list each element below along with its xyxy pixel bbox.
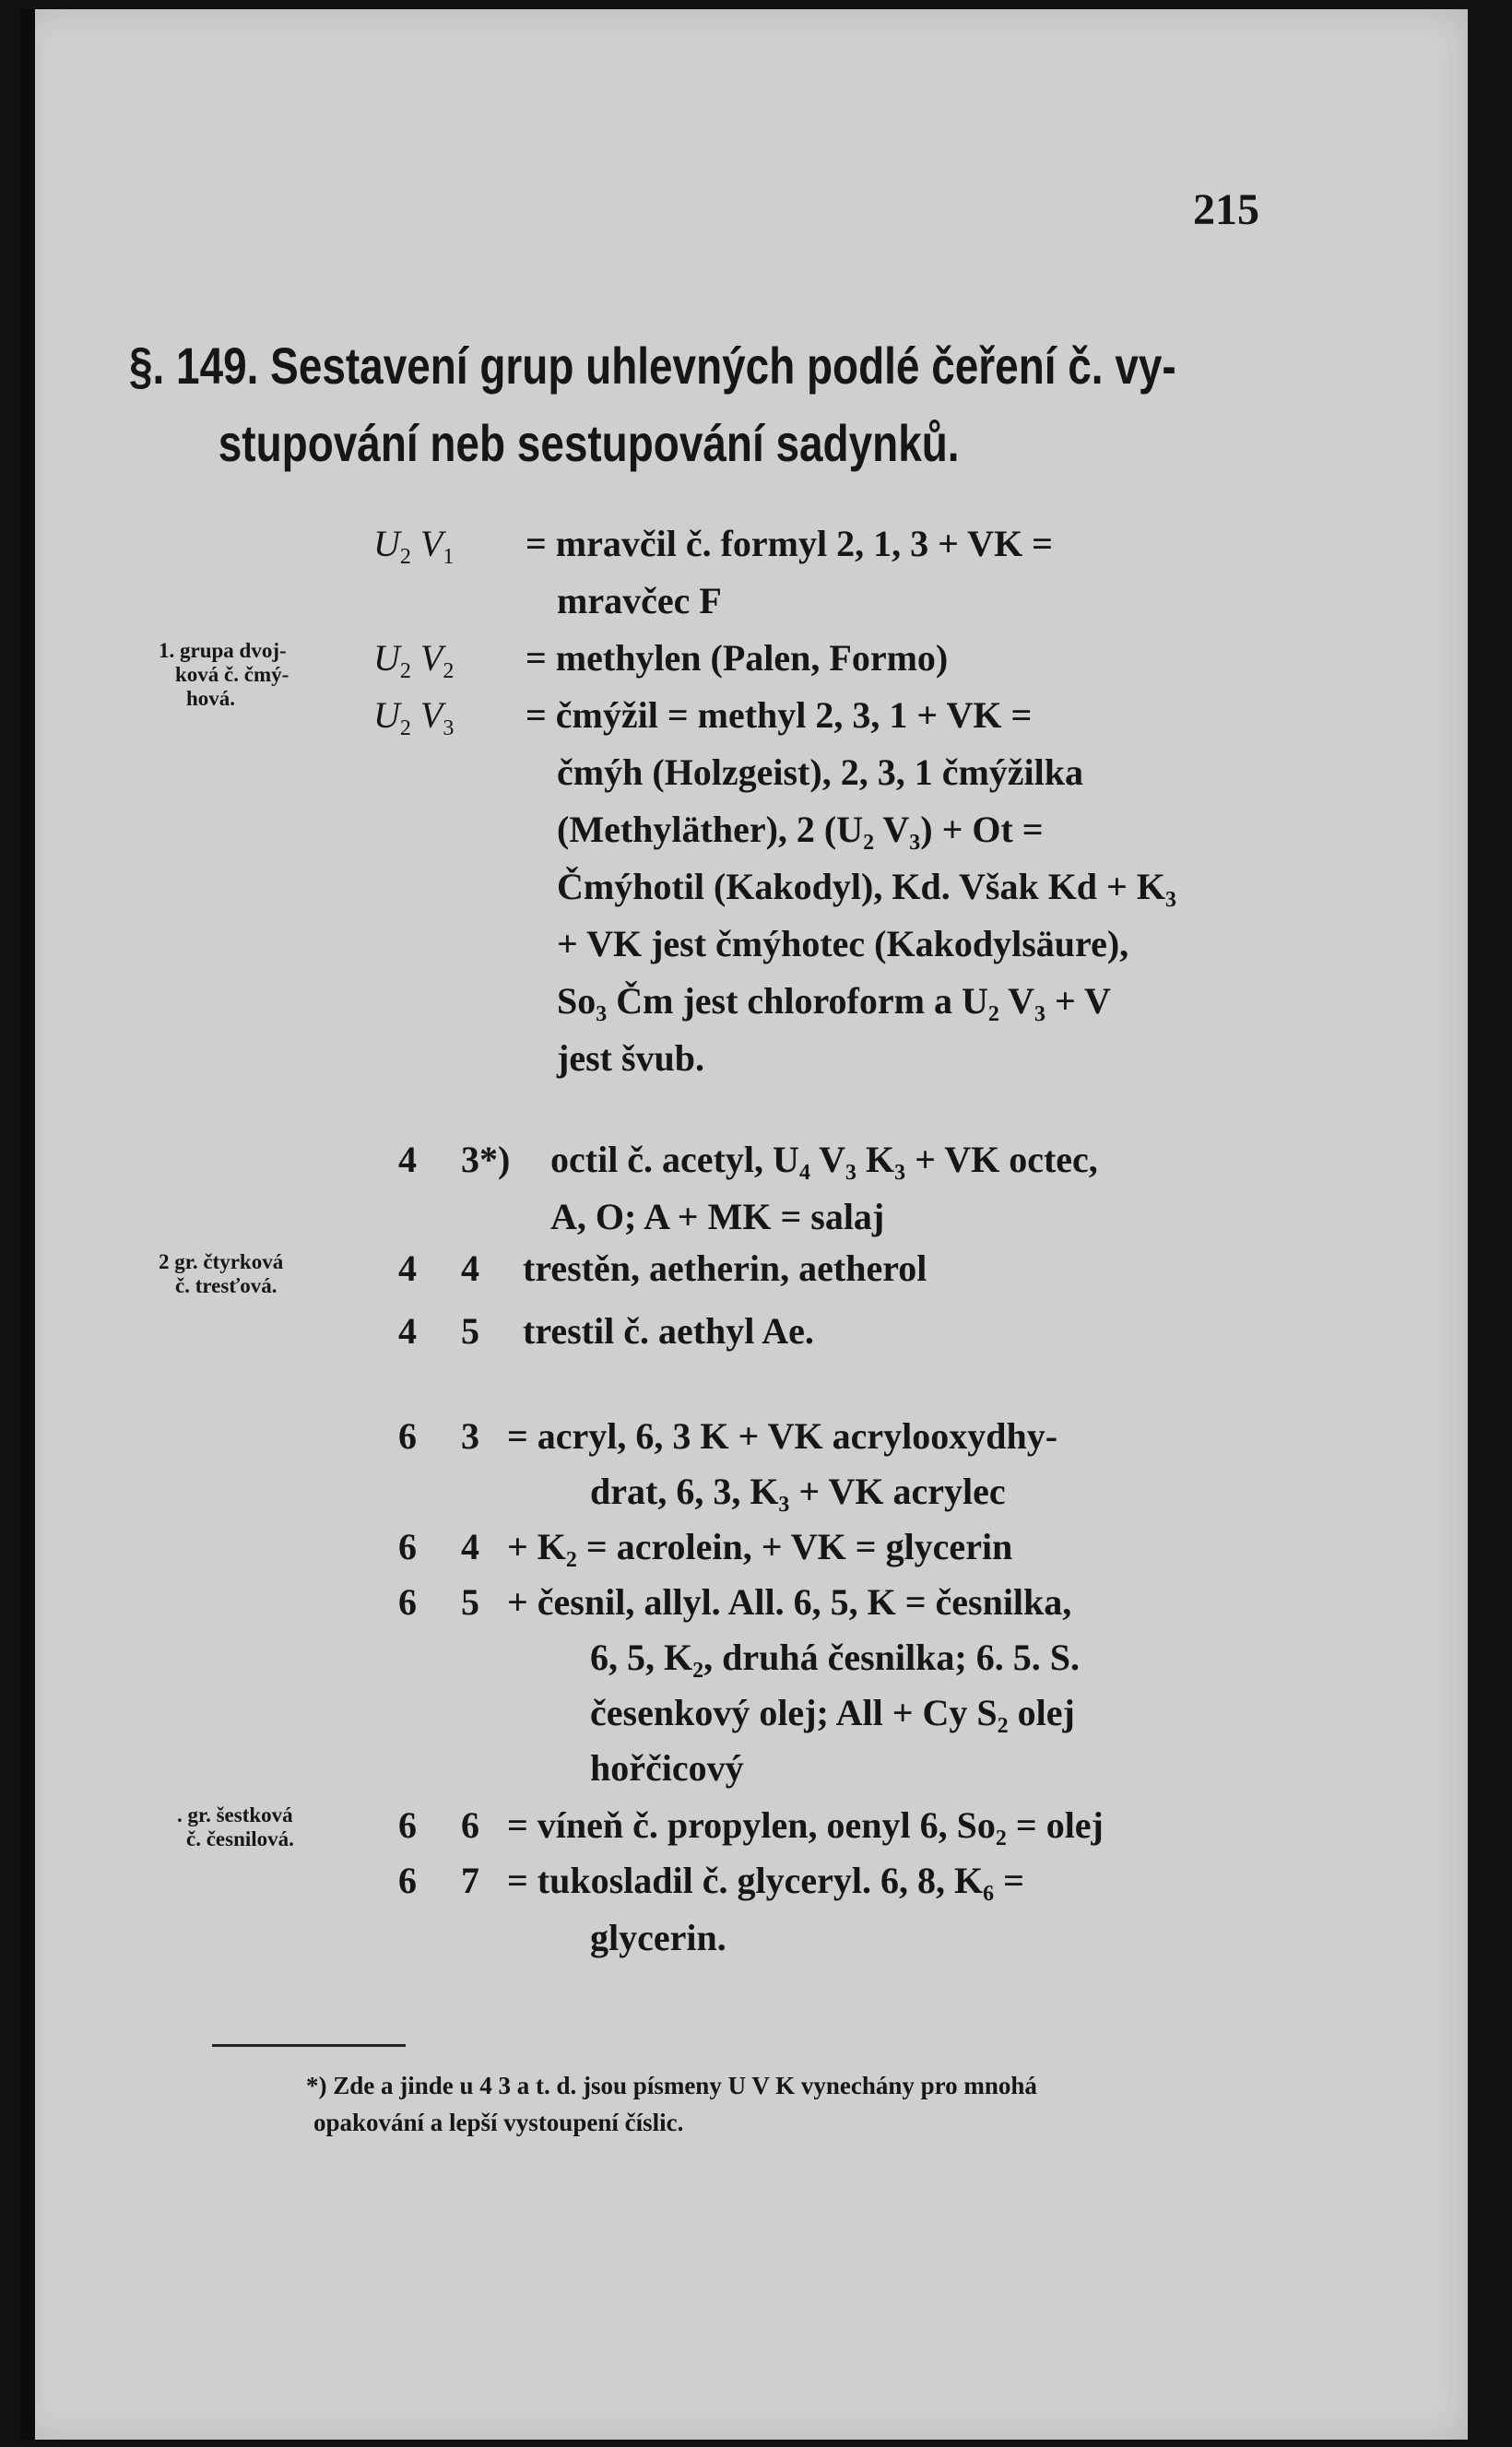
group3-row2-text: + K₂ = acrolein, + VK = glycerin: [507, 1526, 1013, 1567]
group3-row1-continuation: drat, 6, 3, K₃ + VK acrylec: [590, 1471, 1006, 1512]
book-page: [20, 9, 1468, 2440]
group3-row5-a: 6: [398, 1860, 417, 1901]
group3-row5-continuation: glycerin.: [590, 1917, 726, 1958]
group2-row3-a: 4: [398, 1310, 417, 1352]
side-label-line: hová.: [186, 687, 236, 710]
group3-row3-text: + česnil, allyl. All. 6, 5, K = česnilka,: [507, 1581, 1072, 1623]
group3-row2-a: 6: [398, 1526, 417, 1567]
group1-continuation-line: Čmýhotil (Kakodyl), Kd. Však Kd + K₃: [557, 866, 1176, 907]
page-number: 215: [1193, 185, 1259, 234]
formula-symbol: $U_2$ $V_2$: [373, 637, 455, 683]
group3-row1-b: 3: [461, 1415, 479, 1457]
group1-row1-continuation: mravčec F: [557, 580, 722, 621]
group2-row2-a: 4: [398, 1247, 417, 1289]
footnote: [306, 2067, 1037, 2141]
section-heading: [129, 327, 1176, 482]
group1-row3-text: = čmýžil = methyl 2, 3, 1 + VK =: [526, 694, 1033, 736]
group2-row3-text: trestil č. aethyl Ae.: [523, 1310, 814, 1352]
formula-symbol: $U_2$ $V_1$: [373, 523, 455, 569]
group3-row3-continuation: česenkový olej; All + Cy S₂ olej: [590, 1692, 1075, 1733]
side-label-line: . gr. šestková: [177, 1803, 293, 1826]
footnote-line-2: opakování a lepší vystoupení číslic.: [313, 2109, 684, 2136]
group2-row1-continuation: A, O; A + MK = salaj: [550, 1196, 885, 1237]
group3-row3-continuation: hořčicový: [590, 1747, 744, 1789]
group1-row2-text: = methylen (Palen, Formo): [526, 637, 949, 679]
side-label-line: 1. grupa dvoj-: [159, 639, 287, 662]
side-label-group1: [159, 639, 289, 711]
heading-line-1: §. 149. Sestavení grup uhlevných podlé čeření č. vy-: [129, 337, 1176, 395]
formula-symbol: $U_2$ $V_3$: [373, 694, 455, 740]
group1-continuation-line: čmýh (Holzgeist), 2, 3, 1 čmýžilka: [557, 751, 1083, 793]
group3-row1-text: = acryl, 6, 3 K + VK acrylooxydhy-: [507, 1415, 1058, 1457]
group2-row2-text: trestěn, aetherin, aetherol: [523, 1247, 927, 1289]
group1-continuation-line: (Methyläther), 2 (U₂ V₃) + Ot =: [557, 809, 1044, 850]
side-label-line: ková č. čmý-: [175, 663, 289, 686]
group2-row3-b: 5: [461, 1310, 479, 1352]
group1-continuation-line: + VK jest čmýhotec (Kakodylsäure),: [557, 923, 1129, 964]
group1-row1-text: = mravčil č. formyl 2, 1, 3 + VK =: [526, 523, 1053, 564]
group3-row2-b: 4: [461, 1526, 479, 1567]
group3-row5-text: = tukosladil č. glyceryl. 6, 8, K₆ =: [507, 1860, 1024, 1901]
group3-row3-b: 5: [461, 1581, 479, 1623]
group2-row1-a: 4: [398, 1139, 417, 1180]
group3-row4-b: 6: [461, 1804, 479, 1846]
side-label-group2: [159, 1250, 283, 1298]
heading-line-2: stupování neb sestupování sadynků.: [218, 414, 960, 472]
group3-row5-b: 7: [461, 1860, 479, 1901]
group3-row4-text: = víneň č. propylen, oenyl 6, So₂ = olej: [507, 1804, 1104, 1846]
group1-continuation-line: So₃ Čm jest chloroform a U₂ V₃ + V: [557, 980, 1111, 1022]
side-label-line: 2 gr. čtyrková: [159, 1250, 284, 1273]
side-label-group3: [177, 1803, 294, 1851]
group2-row2-b: 4: [461, 1247, 479, 1289]
footnote-line-1: *) Zde a jinde u 4 3 a t. d. jsou písmeny U V K vynechány pro mnohá: [306, 2072, 1037, 2099]
side-label-line: č. tresťová.: [175, 1274, 278, 1297]
footnote-rule: [212, 2044, 406, 2047]
group1-continuation-line: jest švub.: [557, 1037, 705, 1079]
group3-row3-a: 6: [398, 1581, 417, 1623]
group3-row1-a: 6: [398, 1415, 417, 1457]
group3-row3-continuation: 6, 5, K₂, druhá česnilka; 6. 5. S.: [590, 1637, 1080, 1678]
page-binding-edge: [20, 9, 35, 2440]
group2-row1-text: octil č. acetyl, U₄ V₃ K₃ + VK octec,: [550, 1139, 1098, 1180]
group2-row1-b: 3*): [461, 1139, 511, 1180]
side-label-line: č. česnilová.: [186, 1827, 294, 1850]
group3-row4-a: 6: [398, 1804, 417, 1846]
